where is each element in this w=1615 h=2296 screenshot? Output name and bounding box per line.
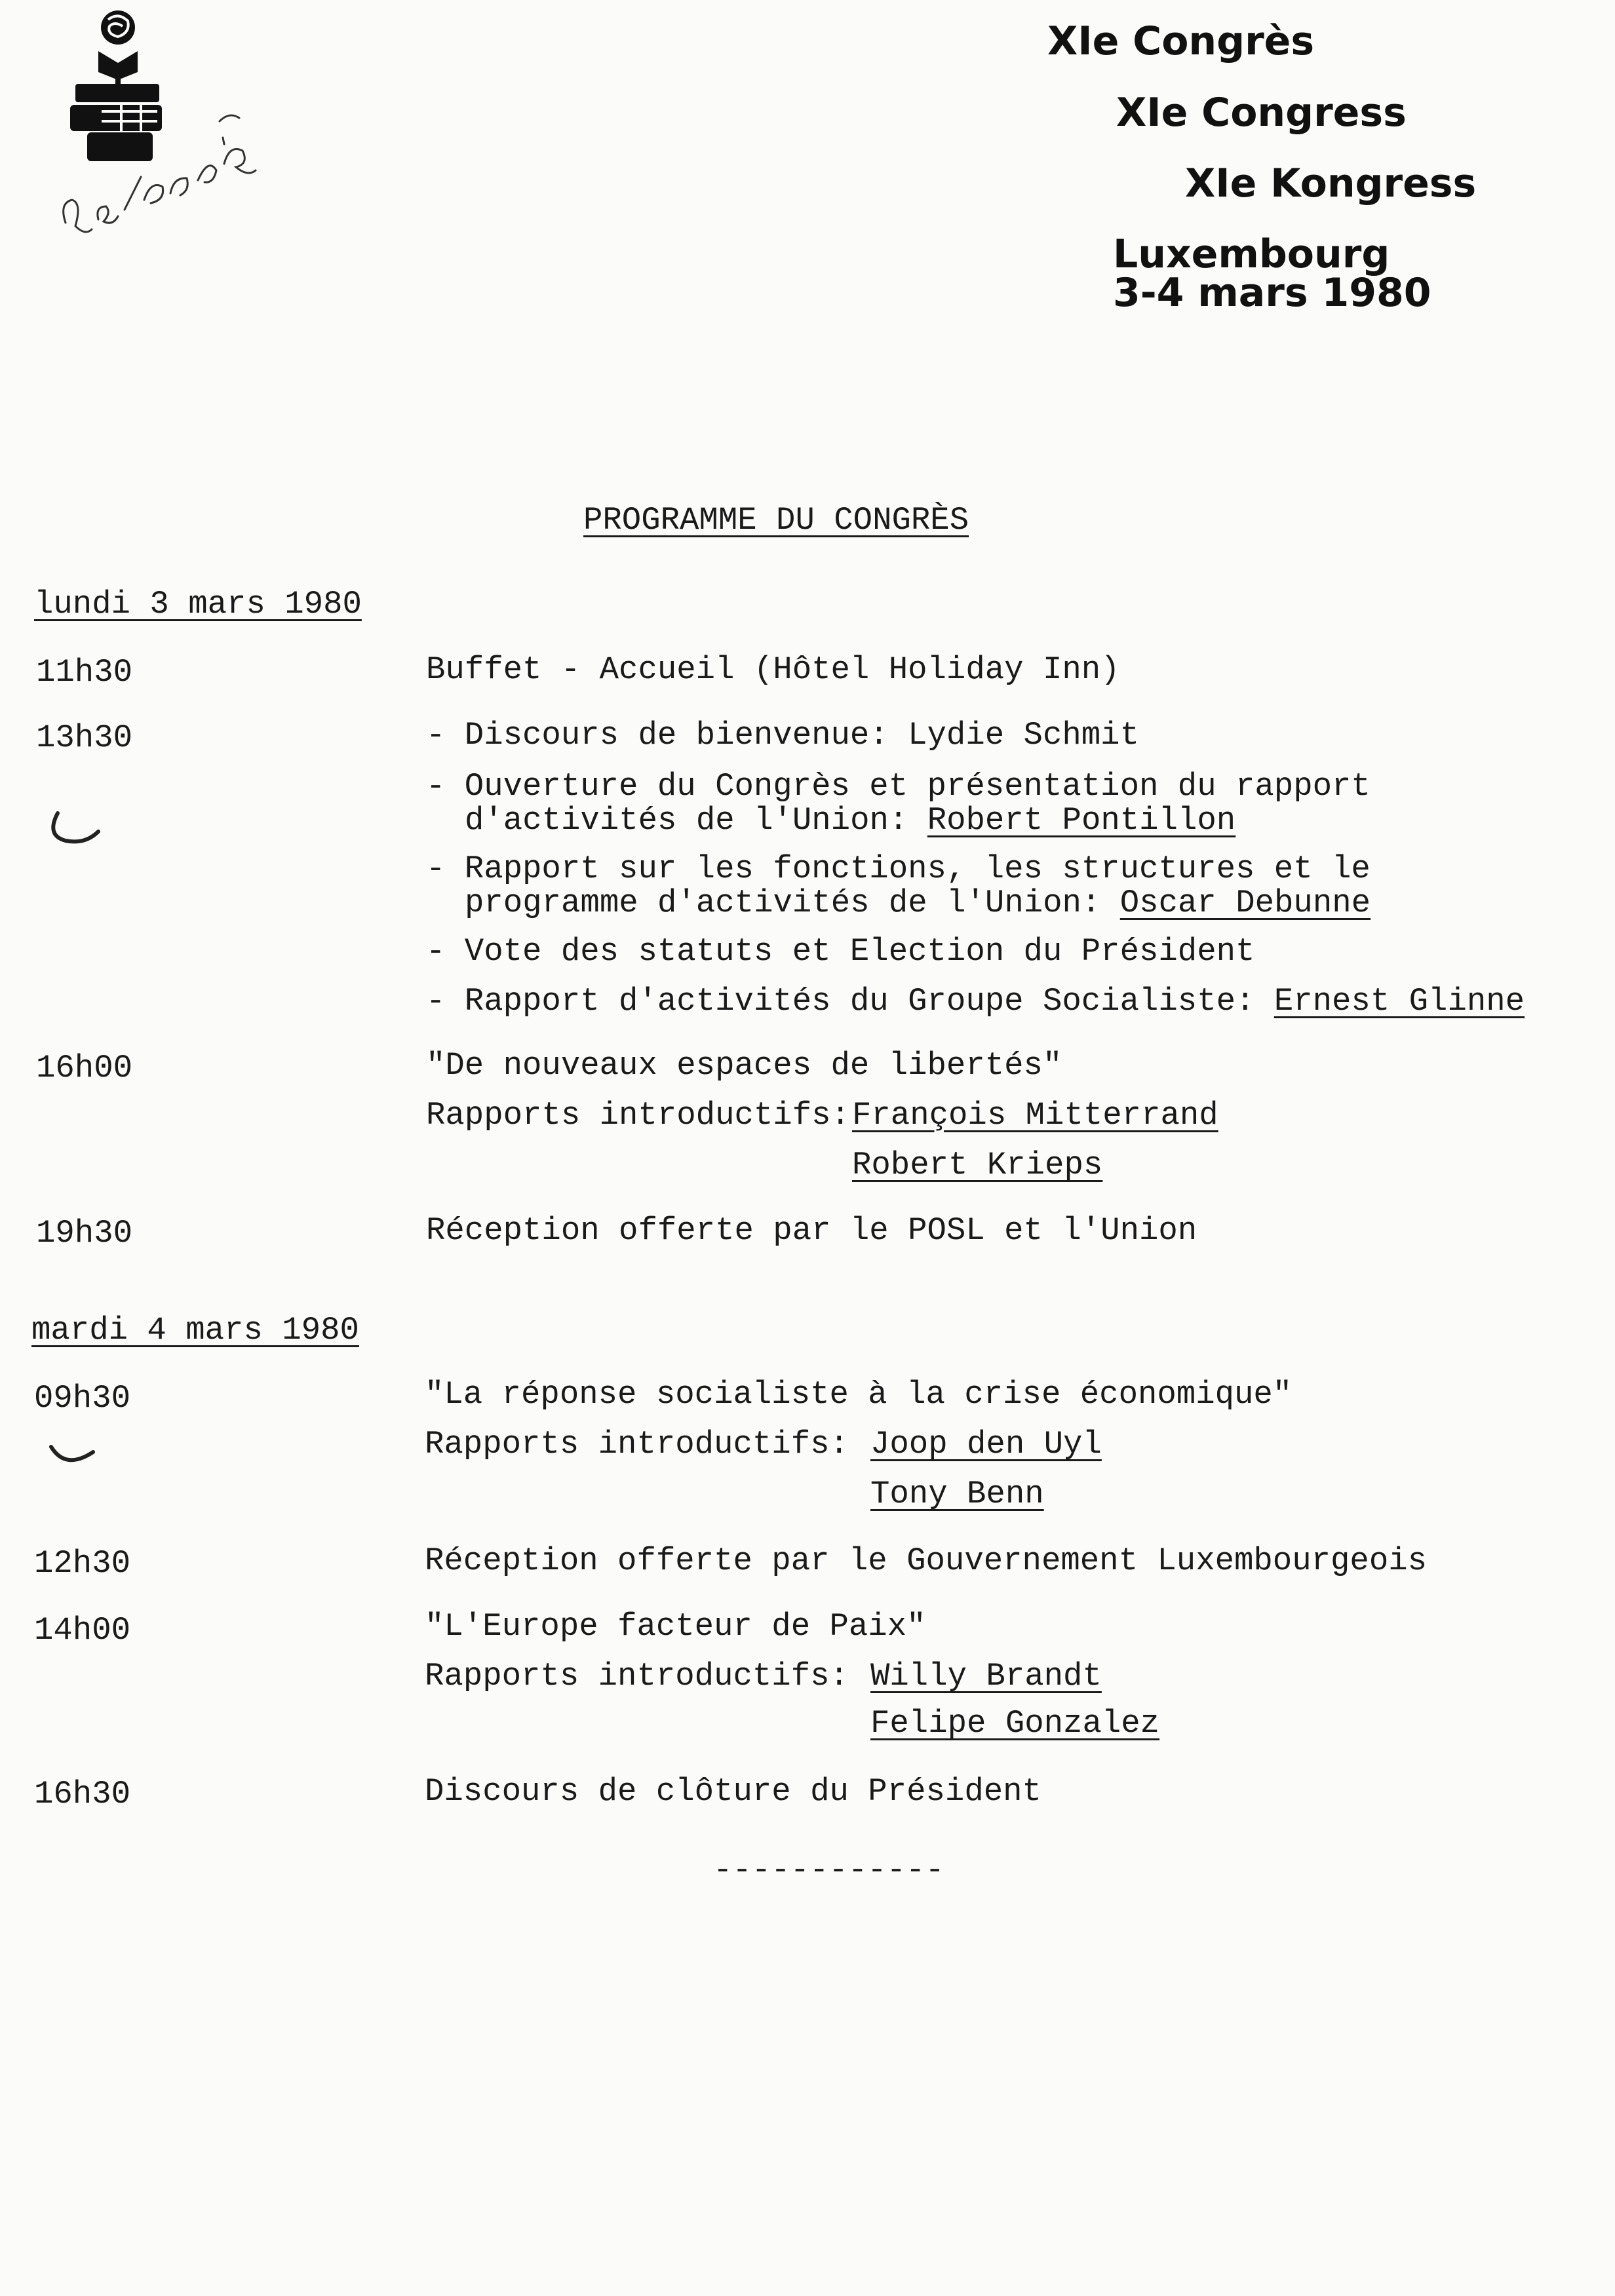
- session-text: Buffet - Accueil (Hôtel Holiday Inn): [426, 651, 1120, 688]
- time-slot: 14h00: [34, 1612, 131, 1649]
- agenda-item-text: d'activités de l'Union:: [465, 802, 927, 839]
- reports-label: Rapports introductifs:: [426, 1097, 850, 1134]
- pencil-check-mark-icon: [46, 809, 105, 849]
- session-topic: "De nouveaux espaces de libertés": [426, 1047, 1062, 1084]
- session-topic: "La réponse socialiste à la crise économique": [425, 1376, 1293, 1413]
- speaker-name: Robert Krieps: [852, 1147, 1103, 1183]
- session-text: Réception offerte par le Gouvernement Luxembourgeois: [425, 1542, 1428, 1579]
- speaker-name: Robert Pontillon: [927, 802, 1236, 839]
- speaker-name: François Mitterrand: [852, 1097, 1218, 1134]
- agenda-item-text: programme d'activités de l'Union:: [465, 885, 1120, 921]
- closing-separator: ------------: [713, 1852, 944, 1888]
- agenda-item: - Rapport sur les fonctions, les structures et le: [426, 851, 1371, 887]
- programme-title: PROGRAMME DU CONGRÈS: [583, 502, 969, 539]
- time-slot: 19h30: [36, 1215, 133, 1252]
- agenda-item: - Ouverture du Congrès et présentation du rapport: [426, 768, 1371, 805]
- time-slot: 09h30: [34, 1380, 131, 1417]
- speaker-name: Willy Brandt: [870, 1658, 1102, 1694]
- speaker-name: Ernest Glinne: [1274, 983, 1525, 1020]
- time-slot: 12h30: [34, 1545, 131, 1582]
- agenda-item: - Discours de bienvenue: Lydie Schmit: [426, 717, 1139, 754]
- time-slot: 16h30: [34, 1776, 131, 1812]
- reports-label: Rapports introductifs:: [425, 1658, 849, 1694]
- agenda-item-continuation: [465, 803, 1236, 837]
- congress-title-de: XIe Kongress: [1185, 161, 1477, 206]
- reports-label: Rapports introductifs:: [425, 1426, 849, 1463]
- agenda-item-text: - Rapport d'activités du Groupe Socialiste:: [426, 983, 1274, 1020]
- handwritten-note-icon: [52, 72, 269, 269]
- congress-title-en: XIe Congress: [1116, 90, 1407, 136]
- day-2-heading: mardi 4 mars 1980: [31, 1312, 359, 1349]
- time-slot: 13h30: [36, 719, 133, 756]
- agenda-item-continuation: [465, 886, 1371, 920]
- congress-city: Luxembourg: [1113, 231, 1390, 277]
- session-text: Discours de clôture du Président: [425, 1773, 1041, 1810]
- agenda-item: - Vote des statuts et Election du Président: [426, 933, 1255, 970]
- speaker-name: Joop den Uyl: [870, 1426, 1102, 1463]
- speaker-name: Felipe Gonzalez: [870, 1705, 1160, 1742]
- pencil-check-mark-icon: [46, 1442, 105, 1474]
- time-slot: 16h00: [36, 1050, 133, 1086]
- agenda-item: [426, 984, 1525, 1018]
- time-slot: 11h30: [36, 654, 133, 691]
- speaker-name: Tony Benn: [870, 1476, 1044, 1512]
- session-text: Réception offerte par le POSL et l'Union: [426, 1212, 1197, 1249]
- day-1-heading: lundi 3 mars 1980: [34, 586, 362, 622]
- session-topic: "L'Europe facteur de Paix": [425, 1608, 926, 1645]
- congress-title-fr: XIe Congrès: [1047, 18, 1315, 64]
- congress-dates: 3-4 mars 1980: [1113, 270, 1431, 316]
- speaker-name: Oscar Debunne: [1119, 885, 1371, 921]
